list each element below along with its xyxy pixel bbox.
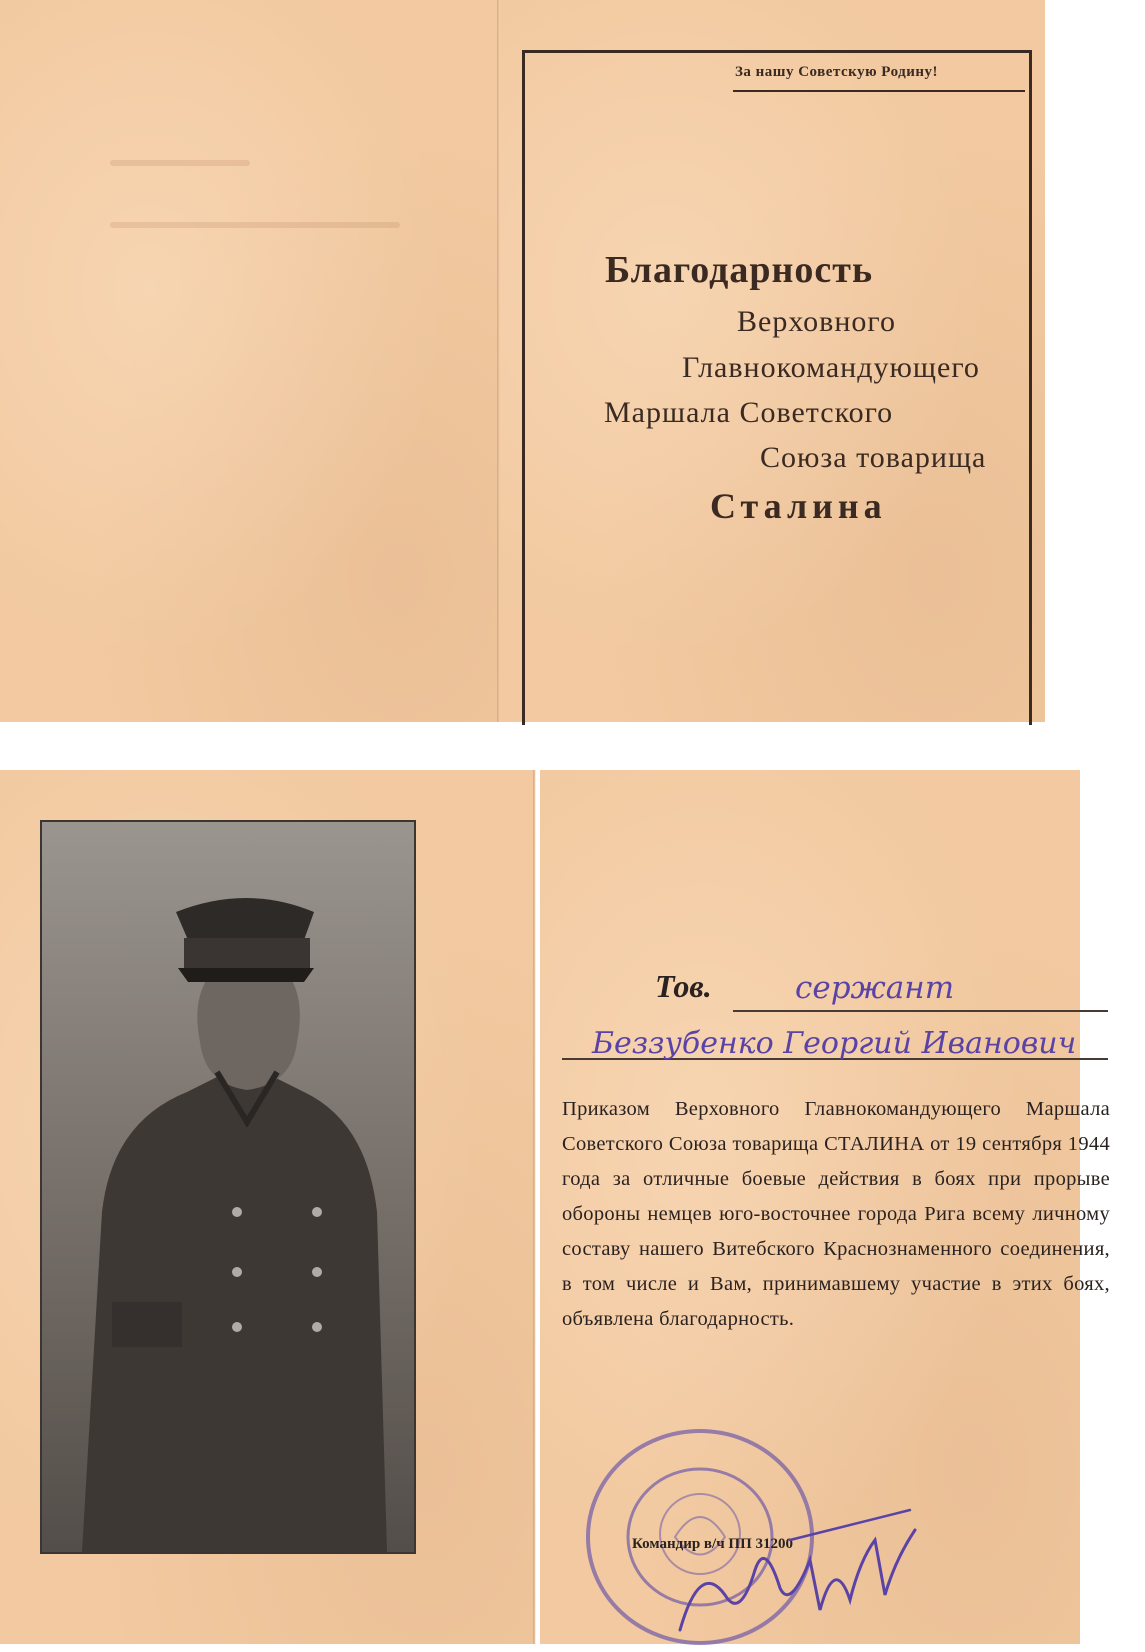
- bottom-fold: [533, 770, 536, 1644]
- portrait-photo: [40, 820, 416, 1554]
- rank-handwritten: сержант: [795, 970, 955, 1006]
- motto: За нашу Советскую Родину!: [735, 64, 939, 80]
- portrait-figure: [42, 822, 414, 1552]
- top-fold: [497, 0, 500, 722]
- title-line: Сталина: [710, 486, 887, 526]
- title-frame: [522, 50, 1032, 725]
- title-line: Союза товарища: [760, 441, 987, 474]
- motto-underline: [733, 90, 1025, 92]
- bleed-through-mark: [110, 160, 250, 166]
- title-line: Благодарность: [605, 249, 874, 291]
- rank-underline: [733, 1010, 1108, 1012]
- title-line: Главнокомандующего: [682, 351, 980, 384]
- salutation: Тов.: [655, 968, 712, 1004]
- commander-line: Командир в/ч ПП 31200: [632, 1536, 793, 1552]
- title-line: Маршала Советского: [604, 396, 894, 429]
- commendation-body: Приказом Верховного Главнокомандующего Маршала Советского Союза товарища СТАЛИНА от 19 сентября 1944 года за отличные боевые действия в боях при прорыве обороны немцев юго-восточнее города Рига всему личному составу нашего Витебского Краснознаменного соединения, в том числе и Вам, принимавшему участие в этих боях, объявлена благодарность.: [562, 1098, 1110, 1330]
- signature: [670, 1500, 930, 1642]
- blank-page: [0, 0, 500, 722]
- title-line: Верховного: [737, 305, 896, 338]
- name-handwritten: Беззубенко Георгий Иванович: [592, 1026, 1077, 1061]
- bleed-through-mark: [110, 222, 400, 228]
